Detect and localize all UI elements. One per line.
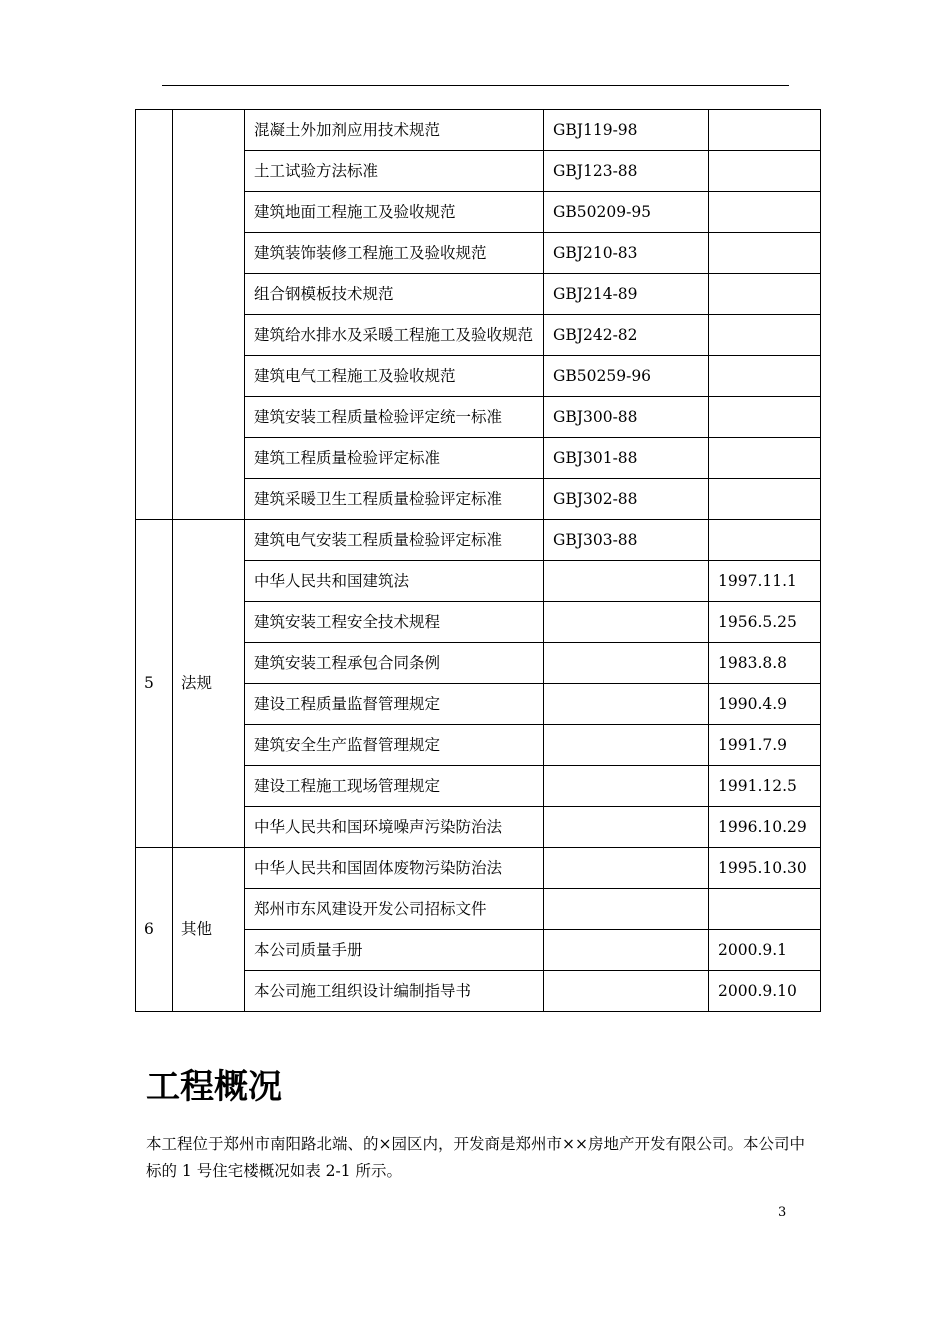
standard-name-cell: 土工试验方法标准 bbox=[245, 151, 544, 192]
standard-name-cell: 中华人民共和国固体废物污染防治法 bbox=[245, 848, 544, 889]
standard-date-cell: 1991.7.9 bbox=[709, 725, 821, 766]
standard-date-cell: 1983.8.8 bbox=[709, 643, 821, 684]
standard-code-cell: GBJ301-88 bbox=[544, 438, 709, 479]
standard-name-cell: 建筑装饰装修工程施工及验收规范 bbox=[245, 233, 544, 274]
standard-date-cell bbox=[709, 479, 821, 520]
standard-date-cell: 1995.10.30 bbox=[709, 848, 821, 889]
standard-name-cell: 建筑安装工程质量检验评定统一标准 bbox=[245, 397, 544, 438]
standard-code-cell: GBJ210-83 bbox=[544, 233, 709, 274]
standard-name-cell: 中华人民共和国环境噪声污染防治法 bbox=[245, 807, 544, 848]
standard-date-cell bbox=[709, 520, 821, 561]
standard-date-cell bbox=[709, 110, 821, 151]
section-paragraph: 本工程位于郑州市南阳路北端、的×园区内，开发商是郑州市××房地产开发有限公司。本公司中标的 1 号住宅楼概况如表 2-1 所示。 bbox=[146, 1135, 805, 1180]
standard-name-cell: 建筑安全生产监督管理规定 bbox=[245, 725, 544, 766]
standard-date-cell bbox=[709, 397, 821, 438]
group-number-cell: 5 bbox=[136, 520, 173, 848]
standard-code-cell: GBJ302-88 bbox=[544, 479, 709, 520]
standard-code-cell bbox=[544, 971, 709, 1012]
standard-name-cell: 混凝土外加剂应用技术规范 bbox=[245, 110, 544, 151]
standard-name-cell: 本公司施工组织设计编制指导书 bbox=[245, 971, 544, 1012]
standard-code-cell bbox=[544, 725, 709, 766]
standard-date-cell bbox=[709, 438, 821, 479]
standard-date-cell: 1990.4.9 bbox=[709, 684, 821, 725]
standard-name-cell: 组合钢模板技术规范 bbox=[245, 274, 544, 315]
header-rule bbox=[162, 85, 789, 86]
standard-date-cell bbox=[709, 151, 821, 192]
standard-code-cell: GB50259-96 bbox=[544, 356, 709, 397]
standard-date-cell bbox=[709, 274, 821, 315]
standard-code-cell bbox=[544, 602, 709, 643]
standards-table bbox=[135, 109, 821, 1012]
group-category-cell: 法规 bbox=[173, 520, 245, 848]
standard-code-cell bbox=[544, 930, 709, 971]
standard-date-cell: 1997.11.1 bbox=[709, 561, 821, 602]
standard-date-cell bbox=[709, 192, 821, 233]
standard-name-cell: 建设工程施工现场管理规定 bbox=[245, 766, 544, 807]
standards-table-body bbox=[136, 110, 821, 1012]
standard-name-cell: 建设工程质量监督管理规定 bbox=[245, 684, 544, 725]
section-title: 工程概况 bbox=[146, 1067, 282, 1107]
group-number-cell: 6 bbox=[136, 848, 173, 1012]
standard-date-cell bbox=[709, 315, 821, 356]
standard-name-cell: 建筑安装工程承包合同条例 bbox=[245, 643, 544, 684]
standard-name-cell: 建筑电气工程施工及验收规范 bbox=[245, 356, 544, 397]
group-category-cell: 其他 bbox=[173, 848, 245, 1012]
page-number: 3 bbox=[778, 1205, 787, 1220]
standard-code-cell: GBJ119-98 bbox=[544, 110, 709, 151]
standard-date-cell bbox=[709, 889, 821, 930]
table-row bbox=[136, 110, 821, 151]
standard-date-cell bbox=[709, 233, 821, 274]
standard-name-cell: 建筑电气安装工程质量检验评定标准 bbox=[245, 520, 544, 561]
standard-date-cell: 2000.9.1 bbox=[709, 930, 821, 971]
standard-code-cell: GBJ214-89 bbox=[544, 274, 709, 315]
standard-code-cell bbox=[544, 643, 709, 684]
standard-date-cell: 1956.5.25 bbox=[709, 602, 821, 643]
standard-code-cell bbox=[544, 766, 709, 807]
standard-code-cell bbox=[544, 684, 709, 725]
standard-code-cell bbox=[544, 889, 709, 930]
group-category-cell bbox=[173, 110, 245, 520]
standard-code-cell bbox=[544, 561, 709, 602]
standard-name-cell: 建筑采暖卫生工程质量检验评定标准 bbox=[245, 479, 544, 520]
standard-name-cell: 郑州市东风建设开发公司招标文件 bbox=[245, 889, 544, 930]
table-row bbox=[136, 520, 821, 561]
group-number-cell bbox=[136, 110, 173, 520]
standard-name-cell: 中华人民共和国建筑法 bbox=[245, 561, 544, 602]
standard-date-cell: 2000.9.10 bbox=[709, 971, 821, 1012]
standard-name-cell: 本公司质量手册 bbox=[245, 930, 544, 971]
standard-name-cell: 建筑工程质量检验评定标准 bbox=[245, 438, 544, 479]
standard-date-cell: 1991.12.5 bbox=[709, 766, 821, 807]
table-row bbox=[136, 848, 821, 889]
standard-name-cell: 建筑给水排水及采暖工程施工及验收规范 bbox=[245, 315, 544, 356]
standard-name-cell: 建筑安装工程安全技术规程 bbox=[245, 602, 544, 643]
standard-code-cell bbox=[544, 848, 709, 889]
standard-date-cell: 1996.10.29 bbox=[709, 807, 821, 848]
standard-code-cell: GBJ242-82 bbox=[544, 315, 709, 356]
standard-code-cell bbox=[544, 807, 709, 848]
standard-code-cell: GBJ303-88 bbox=[544, 520, 709, 561]
standard-name-cell: 建筑地面工程施工及验收规范 bbox=[245, 192, 544, 233]
standard-date-cell bbox=[709, 356, 821, 397]
standard-code-cell: GBJ123-88 bbox=[544, 151, 709, 192]
standard-code-cell: GBJ300-88 bbox=[544, 397, 709, 438]
standard-code-cell: GB50209-95 bbox=[544, 192, 709, 233]
